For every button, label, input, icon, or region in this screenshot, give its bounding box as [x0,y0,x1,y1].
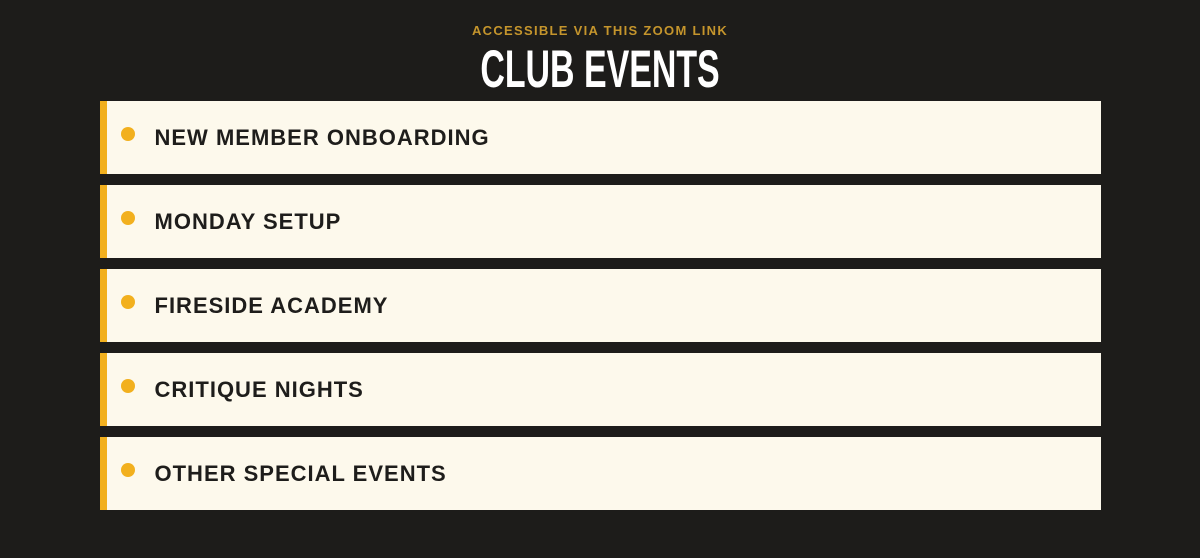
event-label: FIRESIDE ACADEMY [154,292,389,318]
bullet-dot-icon [121,379,135,393]
event-row-new-member-onboarding[interactable] [100,101,1101,174]
bullet-dot-icon [121,211,135,225]
event-label: CRITIQUE NIGHTS [154,376,364,402]
page-title-text: CLUB EVENTS [480,40,720,99]
event-row-monday-setup[interactable] [100,185,1101,258]
event-label: MONDAY SETUP [154,208,342,234]
page-title [0,42,1200,98]
event-row-fireside-academy[interactable] [100,269,1101,342]
bullet-dot-icon [121,295,135,309]
event-label: OTHER SPECIAL EVENTS [154,460,447,486]
events-list [100,101,1101,510]
event-label: NEW MEMBER ONBOARDING [154,124,490,150]
bullet-dot-icon [121,463,135,477]
page-header [0,0,1200,98]
event-row-critique-nights[interactable] [100,353,1101,426]
zoom-meeting-link[interactable]: ACCESSIBLE VIA THIS ZOOM LINK [471,23,729,38]
bullet-dot-icon [121,127,135,141]
event-row-other-special-events[interactable] [100,437,1101,510]
